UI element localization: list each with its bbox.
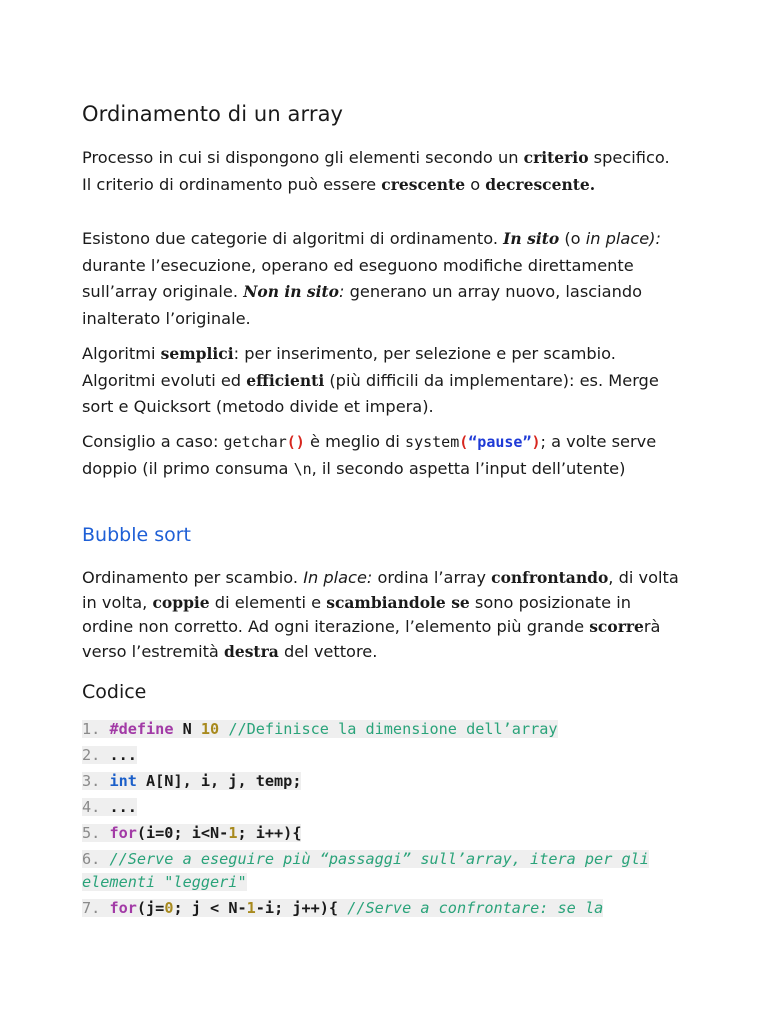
text: Processo in cui si dispongono gli elementi secondo un bbox=[82, 148, 524, 167]
text: sono posizionate in ordine non corretto. Ad ogni iterazione, l’elemento più grande bbox=[82, 592, 631, 636]
bold-term: scambiandole se bbox=[326, 592, 470, 612]
line-number: 5. bbox=[82, 824, 101, 842]
code-text: ... bbox=[100, 746, 137, 764]
bold-term: decrescente. bbox=[485, 174, 596, 194]
code-block bbox=[82, 718, 682, 923]
page-title: Ordinamento di un array bbox=[82, 102, 344, 126]
bold-term: scorre bbox=[589, 617, 644, 636]
text: ordina l’array bbox=[372, 568, 492, 587]
line-number: 6. bbox=[82, 850, 101, 868]
code-number: 10 bbox=[200, 720, 220, 738]
paragraph-bubble-sort bbox=[82, 566, 682, 664]
text: Consiglio a caso: bbox=[82, 432, 224, 451]
section-heading-bubble-sort: Bubble sort bbox=[82, 524, 191, 546]
text: di elementi e bbox=[209, 592, 327, 612]
inline-code: system bbox=[405, 433, 460, 451]
bold-term: criterio bbox=[523, 148, 589, 167]
text: è meglio di bbox=[304, 432, 406, 451]
code-keyword: int bbox=[100, 772, 137, 790]
code-line-4 bbox=[82, 796, 682, 819]
code-text: -i; j++){ bbox=[255, 899, 348, 917]
text: Esistono due categorie di algoritmi di ordinamento. bbox=[82, 229, 504, 248]
code-number: 0 bbox=[164, 899, 174, 917]
code-keyword: for bbox=[100, 899, 137, 917]
text: : per inserimento, per selezione e per scambio. Algoritmi evoluti ed bbox=[82, 344, 616, 390]
bold-term: efficienti bbox=[246, 370, 325, 390]
text: Algoritmi bbox=[82, 344, 161, 363]
inline-code: getchar bbox=[223, 433, 287, 451]
text: , il secondo aspetta l’input dell’utente) bbox=[311, 458, 626, 478]
paragraph-tip bbox=[82, 429, 682, 482]
bold-term: confrontando bbox=[491, 568, 609, 587]
code-number: 1 bbox=[246, 899, 256, 917]
paragraph-categories bbox=[82, 226, 682, 332]
text: Ordinamento per scambio. bbox=[82, 568, 304, 587]
inline-code-paren: () bbox=[286, 433, 305, 451]
text: rà verso l’estremità bbox=[82, 617, 661, 661]
inline-code-paren: ) bbox=[531, 433, 541, 451]
code-line-3 bbox=[82, 770, 682, 793]
code-comment: //Serve a eseguire più “passaggi” sull’array, itera per gli elementi "leggeri" bbox=[82, 850, 649, 891]
bold-term: semplici bbox=[160, 344, 234, 363]
text: o bbox=[465, 174, 486, 194]
line-number: 3. bbox=[82, 772, 101, 790]
text: , di volta in volta, bbox=[82, 568, 679, 612]
bold-italic-term: In sito bbox=[503, 229, 560, 248]
inline-code-paren: ( bbox=[459, 433, 469, 451]
bold-term: destra bbox=[224, 641, 279, 661]
code-line-6 bbox=[82, 848, 682, 894]
code-text: A[N], i, j, temp; bbox=[136, 772, 302, 790]
text: del vettore. bbox=[278, 641, 378, 661]
italic-term: : bbox=[339, 282, 345, 301]
code-number: 1 bbox=[228, 824, 238, 842]
code-text: ... bbox=[100, 798, 137, 816]
code-line-5 bbox=[82, 822, 682, 845]
text: ; a volte serve doppio (il primo consuma bbox=[82, 432, 657, 478]
line-number: 4. bbox=[82, 798, 101, 816]
code-comment: //Serve a confrontare: se la bbox=[347, 899, 604, 917]
line-number: 1. bbox=[82, 720, 101, 738]
code-keyword: for bbox=[100, 824, 137, 842]
inline-code: \n bbox=[293, 459, 312, 478]
code-line-1 bbox=[82, 718, 682, 741]
paragraph-definition bbox=[82, 145, 682, 198]
text: durante l’esecuzione, operano ed eseguono modifiche direttamente sull’array originale. bbox=[82, 255, 634, 301]
text: specifico. Il criterio di ordinamento può essere bbox=[82, 148, 670, 194]
code-line-2 bbox=[82, 744, 682, 767]
line-number: 2. bbox=[82, 746, 101, 764]
code-line-7 bbox=[82, 897, 682, 920]
bold-italic-term: Non in sito bbox=[243, 282, 340, 301]
italic-term: In place: bbox=[303, 568, 373, 587]
code-text: (i=0; i<N- bbox=[136, 824, 229, 842]
code-keyword: #define bbox=[109, 720, 174, 738]
bold-term: crescente bbox=[381, 174, 466, 194]
code-comment: //Definisce la dimensione dell’array bbox=[219, 720, 558, 738]
text: (più difficili da implementare): es. Merge sort e Quicksort (metodo divide et impera). bbox=[82, 370, 659, 416]
text: (o bbox=[559, 229, 586, 248]
text: generano un array nuovo, lasciando inalterato l’originale. bbox=[82, 282, 643, 328]
code-text: ; j < N- bbox=[173, 899, 247, 917]
paragraph-algorithms bbox=[82, 341, 682, 421]
code-text: ; i++){ bbox=[237, 824, 302, 842]
line-number: 7. bbox=[82, 899, 101, 917]
bold-term: coppie bbox=[152, 592, 210, 612]
section-heading-code: Codice bbox=[82, 681, 147, 703]
italic-term: in place): bbox=[585, 229, 661, 248]
inline-code-string: “pause” bbox=[468, 433, 532, 451]
code-text: (j= bbox=[136, 899, 165, 917]
code-text: N bbox=[173, 720, 201, 738]
